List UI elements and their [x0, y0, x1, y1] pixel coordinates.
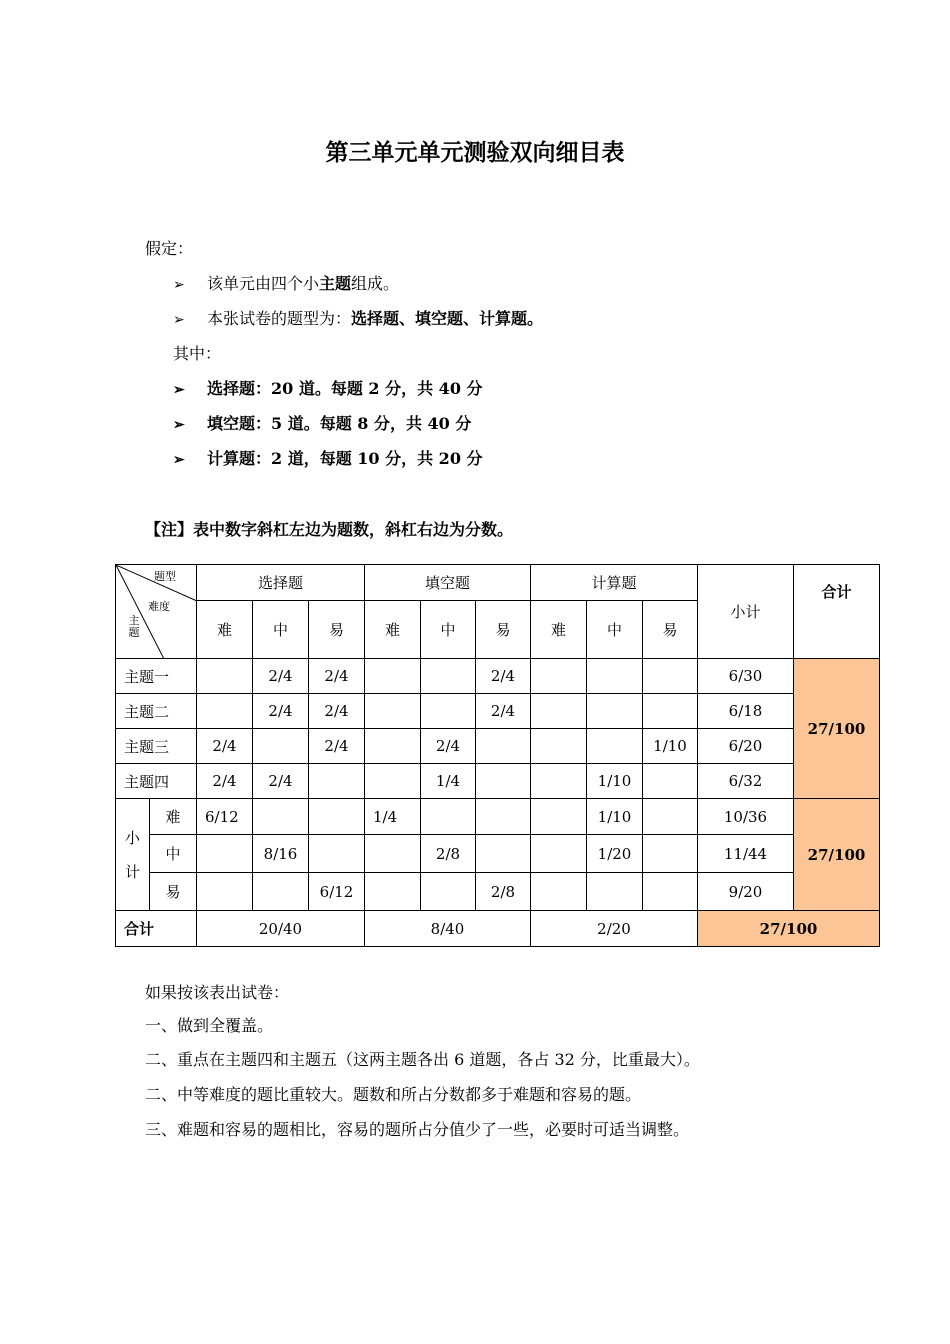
table-cell	[197, 873, 253, 911]
type-header-cell: 选择题	[197, 565, 365, 601]
level-header-cell: 难	[365, 601, 421, 659]
spec-table	[115, 564, 880, 947]
table-cell	[643, 873, 698, 911]
table-cell	[365, 659, 421, 694]
table-cell	[309, 835, 365, 873]
table-header-row	[116, 565, 880, 601]
table-cell: 1/10	[587, 764, 643, 799]
bullet-text: 本张试卷的题型为：	[207, 309, 352, 328]
subtotal-cell: 11/44	[698, 835, 794, 873]
table-cell	[309, 764, 365, 799]
conclusion-item: 二、中等难度的题比重较大。题数和所占分数都多于难题和容易的题。	[145, 1085, 642, 1104]
conclusion-item: 一、做到全覆盖。	[145, 1016, 274, 1035]
bullet-text: 组成。	[351, 274, 400, 293]
table-row	[116, 694, 880, 729]
final-total-cell: 20/40	[197, 911, 365, 947]
table-cell: 2/4	[253, 764, 309, 799]
table-cell	[197, 659, 253, 694]
table-cell: 2/4	[476, 694, 531, 729]
table-cell	[197, 835, 253, 873]
bullet-item	[173, 448, 483, 471]
table-cell	[421, 799, 476, 835]
topic-label-cell: 主题三	[116, 729, 197, 764]
table-note: 【注】表中数字斜杠左边为题数，斜杠右边为分数。	[145, 520, 514, 539]
table-cell	[531, 659, 587, 694]
subtotal-cell: 6/30	[698, 659, 794, 694]
table-cell	[531, 835, 587, 873]
level-header-cell: 中	[253, 601, 309, 659]
subtotal-cell: 9/20	[698, 873, 794, 911]
table-cell: 1/10	[587, 799, 643, 835]
level-label-cell: 难	[150, 799, 197, 835]
table-total-row	[116, 911, 880, 947]
level-header-cell: 难	[531, 601, 587, 659]
table-row	[116, 873, 880, 911]
level-header-cell: 中	[587, 601, 643, 659]
bullet-bold-text: 选择题、填空题、计算题。	[351, 309, 544, 328]
table-cell	[587, 873, 643, 911]
conclusion-item: 三、难题和容易的题相比，容易的题所占分值少了一些，必要时可适当调整。	[145, 1120, 690, 1139]
subtotal-label-char: 计	[124, 862, 140, 881]
level-header-cell: 中	[421, 601, 476, 659]
table-cell: 2/4	[309, 694, 365, 729]
level-header-cell: 难	[197, 601, 253, 659]
total-header-cell: 合计	[794, 565, 880, 659]
table-cell	[476, 764, 531, 799]
table-cell: 2/4	[197, 729, 253, 764]
bullet-bold-text: 填空题：5 道。每题 8 分，共 40 分	[207, 414, 472, 433]
table-cell	[421, 873, 476, 911]
table-cell: 2/4	[476, 659, 531, 694]
type-header-cell: 计算题	[531, 565, 698, 601]
topic-total-cell: 27/100	[794, 659, 880, 799]
table-cell	[531, 799, 587, 835]
table-cell	[365, 835, 421, 873]
subtotal-row-label	[116, 799, 150, 911]
table-cell: 2/8	[476, 873, 531, 911]
level-header-cell: 易	[476, 601, 531, 659]
subtotal-header-cell: 小计	[698, 565, 794, 659]
arrow-bullet-icon: ➢	[173, 312, 185, 328]
table-cell: 2/4	[253, 659, 309, 694]
table-cell	[531, 694, 587, 729]
level-label-cell: 中	[150, 835, 197, 873]
arrow-bullet-icon: ➢	[173, 382, 185, 398]
table-cell	[587, 659, 643, 694]
grand-total-cell: 27/100	[698, 911, 880, 947]
subtotal-label-char: 小	[124, 828, 140, 847]
table-cell	[253, 873, 309, 911]
table-cell: 6/12	[197, 799, 253, 835]
table-cell	[531, 729, 587, 764]
bullet-text: 该单元由四个小	[207, 274, 320, 293]
table-row	[116, 659, 880, 694]
subtotal-cell: 10/36	[698, 799, 794, 835]
table-cell	[643, 764, 698, 799]
table-row	[116, 764, 880, 799]
assumption-label: 假定：	[145, 239, 194, 258]
table-cell: 2/4	[253, 694, 309, 729]
level-label-cell: 易	[150, 873, 197, 911]
table-cell	[421, 659, 476, 694]
subtotal-cell: 6/32	[698, 764, 794, 799]
topic-label-cell: 主题二	[116, 694, 197, 729]
bullet-item	[173, 308, 543, 331]
bullet-item	[173, 273, 399, 296]
table-cell: 1/4	[421, 764, 476, 799]
table-cell	[253, 799, 309, 835]
bullet-bold-text: 主题	[319, 274, 352, 293]
table-row	[116, 835, 880, 873]
subtotal-cell: 6/18	[698, 694, 794, 729]
among-label: 其中：	[173, 344, 222, 363]
table-cell: 1/10	[643, 729, 698, 764]
table-cell	[587, 694, 643, 729]
table-cell: 2/4	[309, 659, 365, 694]
table-cell: 1/4	[365, 799, 421, 835]
bullet-item	[173, 413, 471, 436]
corner-topic-label: 主题	[128, 614, 140, 639]
table-cell	[643, 694, 698, 729]
table-cell: 2/4	[421, 729, 476, 764]
bullet-item	[173, 378, 483, 401]
table-cell	[197, 694, 253, 729]
table-cell	[309, 799, 365, 835]
table-cell: 2/4	[309, 729, 365, 764]
final-total-label: 合计	[116, 911, 197, 947]
table-cell	[365, 764, 421, 799]
page-title: 第三单元单元测验双向细目表	[325, 140, 625, 166]
table-cell	[643, 835, 698, 873]
arrow-bullet-icon: ➢	[173, 452, 185, 468]
conclusion-item: 二、重点在主题四和主题五（这两主题各出 6 道题，各占 32 分，比重最大）。	[145, 1050, 700, 1069]
table-cell	[365, 873, 421, 911]
table-cell: 1/20	[587, 835, 643, 873]
table-cell	[365, 729, 421, 764]
table-cell	[531, 764, 587, 799]
table-cell: 6/12	[309, 873, 365, 911]
final-total-cell: 8/40	[365, 911, 531, 947]
table-cell	[476, 835, 531, 873]
table-cell	[421, 694, 476, 729]
table-row	[116, 729, 880, 764]
corner-header-cell	[116, 565, 197, 659]
arrow-bullet-icon: ➢	[173, 417, 185, 433]
table-cell	[643, 799, 698, 835]
table-cell	[587, 729, 643, 764]
table-cell	[643, 659, 698, 694]
arrow-bullet-icon: ➢	[173, 277, 185, 293]
table-cell: 2/8	[421, 835, 476, 873]
topic-label-cell: 主题一	[116, 659, 197, 694]
final-total-cell: 2/20	[531, 911, 698, 947]
corner-type-label: 题型	[154, 570, 176, 583]
table-cell: 8/16	[253, 835, 309, 873]
level-header-cell: 易	[643, 601, 698, 659]
type-header-cell: 填空题	[365, 565, 531, 601]
corner-difficulty-label: 难度	[148, 600, 170, 613]
table-cell	[476, 799, 531, 835]
table-cell: 2/4	[197, 764, 253, 799]
conclusion-intro: 如果按该表出试卷：	[145, 983, 290, 1002]
table-cell	[476, 729, 531, 764]
table-row	[116, 799, 880, 835]
bullet-bold-text: 计算题：2 道，每题 10 分，共 20 分	[207, 449, 483, 468]
table-cell	[253, 729, 309, 764]
topic-label-cell: 主题四	[116, 764, 197, 799]
level-header-cell: 易	[309, 601, 365, 659]
bullet-bold-text: 选择题：20 道。每题 2 分，共 40 分	[207, 379, 483, 398]
level-total-cell: 27/100	[794, 799, 880, 911]
table-cell	[365, 694, 421, 729]
table-cell	[531, 873, 587, 911]
subtotal-cell: 6/20	[698, 729, 794, 764]
